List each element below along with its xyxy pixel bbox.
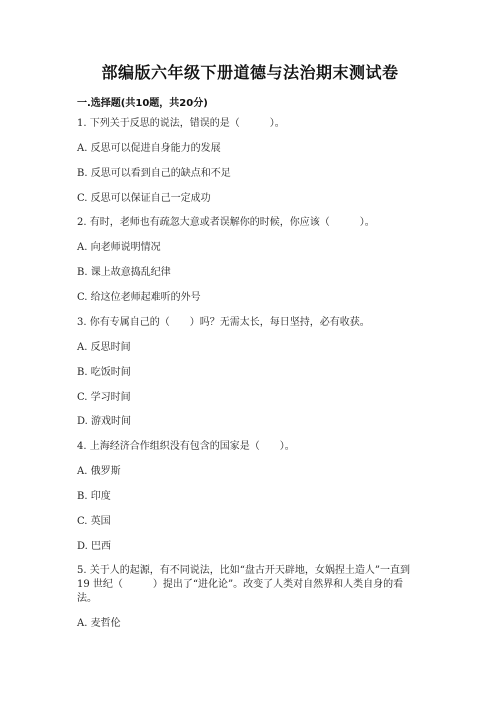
question-3-option-b: B. 吃饭时间 — [77, 367, 131, 378]
question-3-option-c: C. 学习时间 — [77, 392, 131, 403]
question-5-stem-line-1: 5. 关于人的起源，有不同说法，比如“盘古开天辟地，女娲捏土造人”一直到 — [77, 565, 410, 576]
page-title: 部编版六年级下册道德与法治期末测试卷 — [101, 63, 399, 82]
section-heading: 一.选择题(共10题，共20分) — [77, 98, 208, 109]
question-4-option-a: A. 俄罗斯 — [77, 466, 121, 477]
question-2-stem: 2. 有时，老师也有疏忽大意或者误解你的时候，你应该（ ）。 — [77, 217, 375, 228]
question-1-option-c: C. 反思可以保证自己一定成功 — [77, 193, 211, 204]
question-5-stem-line-3: 法。 — [77, 593, 97, 604]
question-3-option-a: A. 反思时间 — [77, 342, 131, 353]
question-1-option-b: B. 反思可以看到自己的缺点和不足 — [77, 168, 231, 179]
question-4-stem: 4. 上海经济合作组织没有包含的国家是（ ）。 — [77, 441, 295, 452]
question-4-option-c: C. 英国 — [77, 516, 111, 527]
question-2-option-a: A. 向老师说明情况 — [77, 242, 161, 253]
question-1-option-a: A. 反思可以促进自身能力的发展 — [77, 143, 221, 154]
question-1-stem: 1. 下列关于反思的说法，错误的是（ ）。 — [77, 118, 285, 129]
question-5-stem-line-2: 19 世纪（ ）提出了“进化论”。改变了人类对自然界和人类自身的看 — [77, 579, 404, 590]
question-4-option-b: B. 印度 — [77, 491, 111, 502]
question-4-option-d: D. 巴西 — [77, 541, 112, 552]
question-3-stem: 3. 你有专属自己的（ ）吗？无需太长，每日坚持，必有收获。 — [77, 317, 370, 328]
question-3-option-d: D. 游戏时间 — [77, 416, 132, 427]
question-2-option-b: B. 课上故意捣乱纪律 — [77, 267, 171, 278]
question-5-option-a: A. 麦哲伦 — [77, 618, 121, 629]
question-2-option-c: C. 给这位老师起难听的外号 — [77, 292, 201, 303]
